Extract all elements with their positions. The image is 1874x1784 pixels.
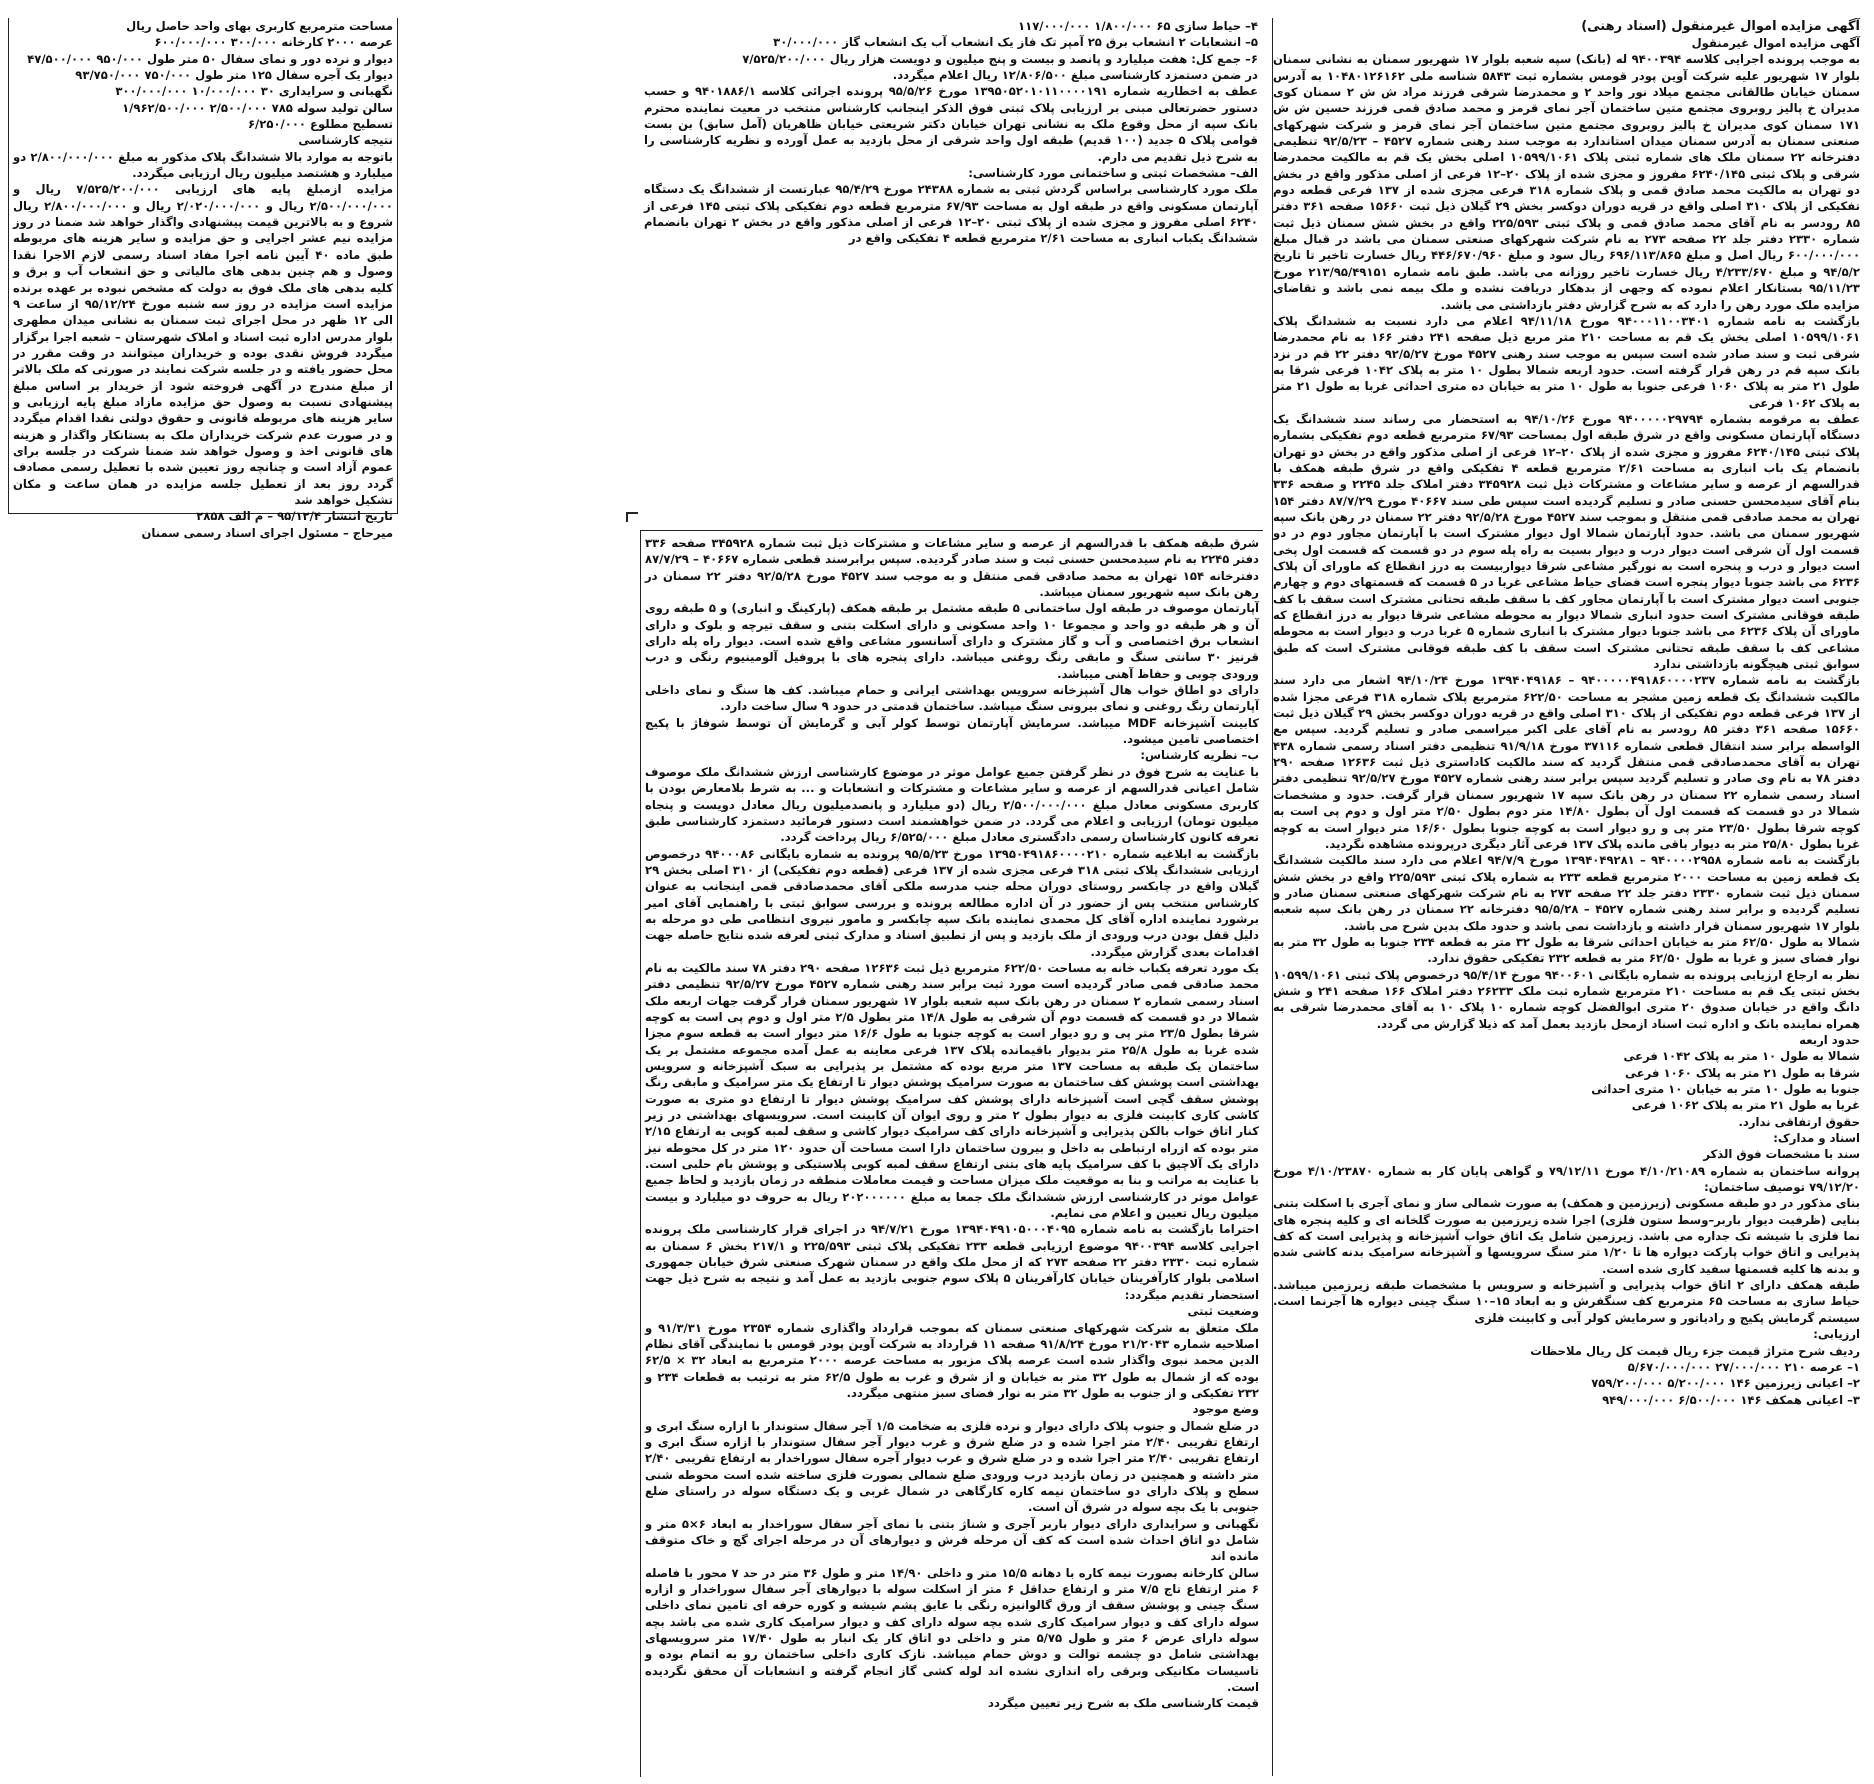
paragraph: آگهی مزایده اموال غیرمنقول <box>1691 36 1860 50</box>
paragraph: دیوار یک آجره سفال ۱۲۵ متر طول ۷۵۰/۰۰۰ ۹۳/۷۵۰/۰۰۰ <box>75 68 393 83</box>
paragraph: طبقه همکف دارای ۲ اتاق خواب پذیرایی و آشپزخانه و سرویس با مشخصات طبقه زیرزمین میباشد. حیاط سازی به مساحت ۶۵ مترمربع کف سنگفرش و به ابعاد ۱۵–۱۰ سنگ چینی دیواره ها آجرنما است. سیستم گرمایش پکیج و رادیاتور و سرمایش کولر آبی و کابینت فلزی <box>1273 1278 1860 1325</box>
paragraph: حقوق ارتفاقی ندارد. <box>1738 1114 1860 1129</box>
paragraph: ۲– اعیانی زیرزمین ۱۴۶ ۵/۲۰۰/۰۰۰ ۷۵۹/۲۰۰/۰۰۰ <box>1591 1376 1860 1391</box>
paragraph: دیوار و نرده دور و نمای سفال ۵۰ متر طول ۹۵۰/۰۰۰ ۴۷/۵۰۰/۰۰۰ <box>27 51 393 66</box>
paragraph: شرق طبقه همکف با قدرالسهم از عرصه و سایر مشاعات و مشترکات ذیل ثبت شماره ۳۴۵۹۲۸ صفحه ۳۳۶ دفتر ۲۲۴۵ به نام سیدمحسن حسنی ثبت و سند صادر گردیده. سپس برابرسند قطعی شماره ۴۰۶۶۷ – ۸۷/۷/۲۹ دفترخانه ۱۵۴ تهران به محمد صادقی قمی منتقل و به موجب سند ۴۵۲۷ مورخ ۹۲/۵/۲۸ دفتر ۲۲ سمنان در رهن بانک سپه شهریور سمنان میباشد. <box>645 536 1260 600</box>
paragraph: مزایده ازمبلغ پایه های ارزیابی ۷/۵۲۵/۲۰۰/۰۰۰ ریال و ۲/۵۰۰/۰۰۰/۰۰۰ ریال و ۲/۰۲۰/۰۰۰/۰۰۰ ریال و ۲/۸۰۰/۰۰۰/۰۰۰ ریال شروع و به بالاترین قیمت پیشنهادی واگذار خواهد شد ضمنا در روز مزایده نیم عشر اجرایی و حق مزایده و سایر هزینه های مربوطه طبق ماده ۴۰ آیین نامه اجرا مفاد اسناد رسمی لازم الاجرا نقدا وصول و هم چنین بدهی های مالیاتی و حق انشعاب آب و برق و کلیه بدهی های ملک فوق به دولت که مشخص نبوده بر عهده برنده مزایده است مزایده در روز سه شنبه مورخ ۹۵/۱۲/۲۴ از ساعت ۹ الی ۱۲ ظهر در محل اجرای ثبت سمنان به نشانی میدان مطهری بلوار مدرس اداره ثبت اسناد و املاک شهرستان – شعبه اجرا برگزار میگردد فروش نقدی بوده و خریداران میتوانند در وقت مقرر در محل حضور یافته و در جلسه شرکت نمایند در صورتی که ملک بالاتر از مبلغ مندرج در آگهی فروخته شود از خریدار بر اساس مبلغ پیشنهادی نسبت به وصول حق مزایده مازاد مبلغ پایه ارزیابی و سایر هزینه های مربوطه قانونی و حقوق دولتی نقدا اقدام میگردد و در صورت عدم شرکت خریداران ملک به بستانکار واگذار و هزینه های قانونی اخذ و وصول خواهد شد ضمنا شرکت در جلسه برای عموم آزاد است و چنانچه روز تعیین شده با تعطیل رسمی مصادف گردد روز بعد از تعطیل جلسه مزایده در همان ساعت و مکان تشکیل خواهد شد <box>13 182 393 507</box>
paragraph: تاریخ انتشار ۹۵/۱۲/۴ – م الف ۲۸۵۸ <box>196 509 393 524</box>
paragraph: شمالا به طول ۶۲/۵۰ متر به خیابان احداثی شرقا به طول ۳۲ متر به قطعه ۲۳۴ جنوبا به طول ۳۲ متر به نوار فضای سبز و غربا به طول ۶۲/۵۰ متر به قطعه ۲۳۲ تفکیکی حقوق ندارد. <box>1273 934 1860 966</box>
paragraph: الف– مشخصات ثبتی و ساختمانی مورد کارشناسی: <box>968 166 1258 181</box>
paragraph: پروانه ساختمان به شماره ۴/۱۰/۲۱۰۸۹ مورخ ۷۹/۱۲/۱۱ و گواهی پایان کار به شماره ۴/۱۰/۲۳۸۷۰ مورخ ۷۹/۱۲/۲۰ توصیف ساختمان: <box>1273 1163 1860 1195</box>
paragraph: احتراما بازگشت به نامه شماره ۱۳۹۴۰۴۹۱۰۵۰۰۰۴۰۹۵ مورخ ۹۴/۷/۲۱ در اجرای قرار کارشناسی ملک پرونده اجرایی کلاسه ۹۴۰۰۳۹۴ موضوع ارزیابی قطعه ۲۳۳ تفکیکی پلاک ثبتی ۲۲۵/۵۹۳ و ۲۱۷/۱ بخش ۶ سمنان به شماره ثبت ۲۳۳۰ دفتر ۲۲ صفحه ۲۷۳ که از محل ملک واقع در سمنان شهرک صنعتی شرق خیابان جمهوری اسلامی بلوار کارآفرینان خیابان کارآفرینان ۵ پلاک سوم جنوبی بازدید به عمل آمد و نتیجه به شرح ذیل جهت استحضار تقدیم میگردد: <box>645 1222 1259 1302</box>
paragraph: سالن کارخانه بصورت نیمه کاره با دهانه ۱۵/۵ متر و داخلی ۱۴/۹۰ متر و طول ۳۶ متر در حد ۷ محور با فاصله ۶ متر ارتفاع تاج ۷/۵ متر و ارتفاع حداقل ۶ متر از اسکلت سوله با دیوارهای آجر سفال سوراخدار و ازاره سنگ چینی و پوشش سقف از ورق گالوانیزه رنگی با عایق پشم شیشه و کوره حرفه ای تامین نمای داخلی سوله دارای کف و دیوار سرامیک کاری شده بچه سوله دارای کف و دیوار سرامیک کاری شده می باشد بچه سوله دارای عرض ۶ متر و طول ۵/۷۵ متر و داخلی دو اتاق کار یک انبار به طول ۱۷/۴۰ متر سرویسهای بهداشتی شامل دو چشمه توالت و دوش حمام میباشد. نازک کاری داخلی ساختمان رو به اتمام بوده و تاسیسات مکانیکی وبرقی راه اندازی نشده اند لوله کشی گاز انجام گرفته و انشعابات آن محقق نگردیده است. <box>645 1565 1259 1695</box>
paragraph: بازگشت به نامه شماره ۹۴۰۰۰۰۰۴۹۱۸۶۰۰۰۰۲۳۷ – ۱۳۹۴۰۴۹۱۸۶ مورخ ۹۴/۱۰/۲۴ اشعار می دارد سند مالکیت ششدانگ یک قطعه زمین مشجر به مساحت ۶۲۲/۵۰ مترمربع پلاک شماره ۳۱۸ فرعی مجزا شده از ۱۳۷ فرعی قطعه دوم تفکیکی از پلاک ۳۱۰ اصلی واقع در قریه دوران دوکسر بخش ۲۹ گیلان ذیل ثبت ۱۵۶۶۰ صفحه ۳۶۱ دفتر ۸۵ رودسر به نام آقای علی اکبر میراسمی صادر و تسلیم گردید. سپس مع الواسطه برابر سند انتقال قطعی شماره ۳۷۱۱۶ مورخ ۹۱/۹/۱۸ تنظیمی دفتر اسناد رسمی شماره ۴۳۸ تهران به آقای محمدصادقی قمی منتقل گردید که سند مالکیت کاداستری ذیل ثبت ۱۲۶۳۶ صفحه ۲۹۰ دفتر ۷۸ به نام وی صادر و تسلیم گردید سپس برابر سند رهنی شماره ۴۵۲۷ مورخ ۹۲/۵/۲۷ تنظیمی دفتر اسناد رسمی شماره ۲۲ سمنان در رهن بانک سپه ۱۷ شهریور سمنان قرار گرفت. حدود و مشخصات شمالا در دو قسمت که قسمت اول آن بطول ۱۴/۸۰ متر دوم بطول ۲/۵۰ متر اول و دوم پی است به کوچه شرقا بطول ۲۳/۵۰ متر پی و رو دیوار است به کوچه جنوبا بطول ۱۶/۶۰ متر دیوار است به کوچه غربا بطول ۲۵/۸۰ متر به دیوار باقی مانده پلاک ۱۳۷ فرعی آثار دیگری درپرونده مشاهده نگردید. <box>1273 673 1861 851</box>
paragraph: ۶– جمع کل: هفت میلیارد و پانصد و بیست و پنج میلیون و دویست هزار ریال ۷/۵۲۵/۲۰۰/۰۰۰ <box>742 51 1258 66</box>
paragraph: آپارتمان موصوف در طبقه اول ساختمانی ۵ طبقه مشتمل بر طبقه همکف (پارکینگ و انباری) و ۵ طبقه روی آن و هر طبقه دو واحد و مجموعا ۱۰ واحد مسکونی و دارای اسکلت بتنی و سقف تیرچه و بلوک و دارای انشعاب برق اختصاصی و آب و گاز مشترک و دارای آسانسور مشاعی واقع شده است. دیوار راه پله دارای قرنیز ۳۰ سانتی سنگ و مابقی رنگ روغنی میباشد. دارای پنجره های با پروفیل آلومینیوم رنگی و درب ورودی چوبی و حفاظ آهنی میباشد. <box>645 601 1260 681</box>
paragraph: عطف به اخطاریه شماره ۱۳۹۵۰۵۲۰۱۰۱۱۰۰۰۰۱۹۱ مورخ ۹۵/۵/۲۶ پرونده اجرائی کلاسه ۹۴۰۱۸۸۶/۱ و حسب دستور حضرتعالی مبنی بر ارزیابی پلاک ثبتی فوق الذکر اینجانب کارشناس منتخب در معیت نماینده محترم بانک سپه از محل وقوع ملک به نشانی تهران خیابان دکتر شریعتی خیابان ظاهریان (آمل سابق) بن بست قوامی پلاک ۵ جدید (۱۰۰ قدیم) طبقه اول واحد شرقی از محل بازدید به عمل آورده و نظریه کارشناسی را به شرح ذیل تقدیم می دارم. <box>644 84 1259 164</box>
paragraph: ملک متعلق به شرکت شهرکهای صنعتی سمنان که بموجب قرارداد واگذاری شماره ۲۳۵۴ مورخ ۹۱/۳/۳۱ و اصلاحیه شماره ۲۱/۲۰۴۳ مورخ ۹۱/۸/۲۴ صفحه ۱۱ قرارداد به شرکت آوین پودر قومس با نمایندگی آقای نظام الدین محمد نبوی واگذار شده است عرصه پلاک مزبور به مساحت عرصه ۲۰۰۰ مترمربع به ابعاد ۳۲ × ۶۲/۵ بوده که از شمال به طول ۳۲ متر به خیابان و از شرق و غرب به طول ۶۲/۵ متر به ترتیب به قطعات ۲۳۴ و ۲۳۲ تفکیکی و از جنوب به طول ۳۲ متر به نوار فضای سبز منتهی میگردد. <box>645 1320 1260 1400</box>
paragraph: در ضلع شمال و جنوب پلاک دارای دیوار و نرده فلزی به ضخامت ۱/۵ آجر سفال ستوندار با ازاره سنگ ابری و ارتفاع تقریبی ۲/۴۰ متر اجرا شده و در ضلع شرق و غرب دیوار آجر سفال ستوندار با ازاره سنگ ابری و ارتفاع تقریبی ۲/۴۰ متر اجرا شده و در ضلع شرق و غرب دیوار آجره سفال سوراخدار به ارتفاع تقریبی ۲/۴۰ متر داشته و همچنین در زمان بازدید درب ورودی ضلع شمالی بصورت فلزی ساخته شده است محوطه شنی سطح و پلاک دارای دو ساختمان نیمه کاره کارگاهی در شمال غربی و یک دستگاه سوله در راستای ضلع جنوبی با یک بچه سوله در شرق آن است. <box>645 1418 1259 1515</box>
paragraph: سند با مشخصات فوق الذکر <box>1703 1147 1860 1162</box>
paragraph: ۱– عرصه ۲۱۰ ۲۷/۰۰۰/۰۰۰ ۵/۶۷۰/۰۰۰/۰۰۰ <box>1627 1359 1860 1374</box>
paragraph: بازگشت به ابلاغیه شماره ۱۳۹۵۰۴۹۱۸۶۰۰۰۰۲۱۰ مورخ ۹۵/۵/۲۳ پرونده به شماره بایگانی ۹۴۰۰۰۸۶ درخصوص ارزیابی ششدانگ پلاک ثبتی ۳۱۸ فرعی مجزی شده از ۱۳۷ فرعی (قطعه دوم تفکیکی) از ۳۱۰ اصلی بخش ۲۹ گیلان واقع در چابکسر روستای دوران محله جنب مدرسه ملکی آقای محمدصادقی قمی اینجانب به عنوان کارشناس منتخب پس از حضور در آن اداره مطالعه پرونده و بررسی سوابق ثبتی با راهنمایی آقای امیر برشورد نماینده اداره آقای کل محمدی نماینده بانک سپه چابکسر و مامور نیروی انتظامی طی دو مرحله به دلیل قفل بودن درب ورودی از ملک بازدید و پس از تطبیق اسناد و مدارک ثبتی لعرفه شده نتایج حاصله جهت اقدامات بعدی گزارش میگردد. <box>645 846 1259 959</box>
paragraph: وضع موجود <box>1192 1402 1259 1417</box>
paragraph: ردیف شرح متراژ قیمت جزء ریال قیمت کل ریال ملاحظات <box>1530 1343 1860 1358</box>
paragraph: قیمت کارشناسی ملک به شرح زیر تعیین میگردد <box>988 1696 1259 1711</box>
paragraph: بنای مذکور در دو طبقه مسکونی (زیرزمین و همکف) به صورت شمالی ساز و نمای آجری با اسکلت بتنی بنایی (ظرفیت دیوار باربر–وسط ستون فلزی) اجرا شده زیرزمین به صورت گلخانه ای و کلیه پنجره های نما فلزی با شیشه تک جداره می باشد. زیرزمین شامل یک اتاق خواب آشپزخانه و پذیرایی است که کف پذیرایی و اتاق خواب پارکت دیواره ها تا ۱/۲۰ متر سنگ سرویسها و آشپزخانه سرامیک بدنه کاشی شده و بدنه ها کلیه قسمتها سفید کاری شده است. <box>1273 1196 1860 1276</box>
paragraph: بازگشت به نامه شماره ۹۴۰۰۰۱۱۰۰۳۴۰۱ مورخ ۹۴/۱۱/۱۸ اعلام می دارد نسبت به ششدانگ پلاک ۱۰۵۹۹/۱۰۶۱ اصلی بخش یک قم به مساحت ۲۱۰ متر مربع ذیل صفحه ۲۴۱ دفتر ۱۶۶ به نام محمدرضا شرقی ثبت و سند صادر شده است سپس به موجب سند رهنی ۴۵۲۷ مورخ ۹۲/۵/۲۷ دفتر ۲۲ قم در نزد بانک سپه قم در رهن قرار گرفته است. حدود اربعه شمالا بطول ۱۰ متر به پلاک ۱۰۴۲ فرعی شرقا به طول ۲۱ متر به پلاک ۱۰۶۰ فرعی جنوبا به طول ۱۰ متر به خیابان ده متری احداثی غربا به طول ۲۱ متر به پلاک ۱۰۶۲ فرعی <box>1273 313 1861 410</box>
paragraph: بازگشت به نامه شماره ۹۴۰۰۰۰۲۹۵۸ – ۱۳۹۴۰۴۹۲۸۱ مورخ ۹۴/۷/۹ اعلام می دارد سند مالکیت ششدانگ یک قطعه زمین به مساحت ۲۰۰۰ مترمربع قطعه ۲۳۳ به شماره پلاک ثبتی ۲۲۵/۵۹۳ واقع در بخش شش سمنان ذیل ثبت شماره ۲۳۳۰ دفتر جلد ۲۲ صفحه ۲۷۳ به نام شرکت شهرکهای صنعتی سمنان صادر و تسلیم گردیده و برابر سند رهنی شماره ۴۵۲۷ – ۹۵/۵/۲۸ دفترخانه ۲۲ سمنان در رهن بانک سپه شعبه بلوار ۱۷ شهریور سمنان قرار داشته و بازداشت نمی باشد و حدود ملک بدین شرح می باشد. <box>1273 853 1861 933</box>
paragraph: عطف به مرقومه بشماره ۹۴۰۰۰۰۰۲۹۷۹۴ مورخ ۹۴/۱۰/۲۶ به استحضار می رساند سند ششدانگ یک دستگاه آپارتمان مسکونی واقع در شرق طبقه اول بمساحت ۶۷/۹۳ مترمربع قطعه دوم تفکیکی بشماره پلاک ثبتی ۶۲۴۰/۱۴۵ مفروز و مجزی شده از پلاک ۲۰–۱۲ فرعی از اصلی مذکور واقع در بخش دو تهران بانضمام یک باب انباری به مساحت ۲/۶۱ مترمربع قطعه ۴ تفکیکی واقع در شرق طبقه همکف با قدرالسهم از عرصه و سایر مشاعات و مشترکات ذیل ثبت ۳۴۵۹۲۸ دفتر املاک جلد ۲۲۴۵ و صفحه ۳۳۶ بنام آقای سیدمحسن حسنی صادر و تسلیم گردیده است سپس طی سند ۴۰۶۶۷ مورخ ۸۷/۷/۲۹ دفتر ۱۵۴ تهران به محمد صادقی قمی منتقل و بموجب سند ۴۵۲۷ مورخ ۹۲/۵/۲۸ دفتر ۲۲ سمنان در رهن بانک سپه شهریور سمنان می باشد. حدود آپارتمان شمالا اول دیوار مشترک است با آپارتمان مجاور دوم در دو قسمت اول آن شرقی است دیوار درب و دیوار بسیت به راه پله سوم در دو قسمت که قسمت اول پخی است دیوار و درب و پنجره است به نورگیر مشاعی شرقا دیواربیست به درز انقطاع که ماورای آن پلاک ۶۲۳۶ می باشد جنوبا دیوار پنجره است فضای حیاط مشاعی غربا در ۵ قسمت که قسمتهای دوم و چهارم جنوبی است دیوار مشترک است با آپارتمان مجاور کف با سقف طبقه تحتانی مشترک است سقف با کف طبقه فوقانی مشترک است حدود انباری شمالا دیوار به محوطه مشاعی شرقا دیوار به درز انقطاع که ماورای آن پلاک ۶۲۳۶ می باشد جنوبا دیوار مشترک با انباری شماره ۵ غربا درب و دیوار است به محوطه مشاعی کف با سقف طبقه تحتانی مشترک است سقف با کف طبقه فوقانی مشترک است که طبق سوابق ثبتی هیچگونه بازداشتی ندارد <box>1273 411 1860 672</box>
paragraph: ۵– انشعابات ۲ انشعاب برق ۲۵ آمپر تک فاز یک انشعاب آب یک انشعاب گاز ۳۰/۰۰۰/۰۰۰ <box>773 35 1258 50</box>
middle-column-bordered-box <box>640 530 1263 1777</box>
paragraph: جنوبا به طول ۱۰ متر به خیابان ۱۰ متری احداثی <box>1591 1082 1860 1096</box>
paragraph: دارای دو اطاق خواب هال آشپزخانه سرویس بهداشتی ایرانی و حمام میباشد. کف ها سنگ و نمای داخلی آپارتمان رنگ روغنی و نمای بیرونی سنگ میباشد. ساختمان قدمتی در حدود ۹ سال ساخت دارد. <box>645 683 1259 714</box>
paragraph: شمالا به طول ۱۰ متر به پلاک ۱۰۴۲ فرعی <box>1623 1049 1860 1064</box>
paragraph: ب– نظریه کارشناس: <box>1140 748 1259 763</box>
left-column-body <box>13 18 393 541</box>
notice-right-column <box>1272 18 1864 1776</box>
paragraph: نتیجه کارشناسی <box>298 133 393 148</box>
paragraph: وضعیت ثبتی <box>1187 1304 1259 1319</box>
paragraph: مساحت مترمربع کاربری بهای واحد حاصل ریال <box>126 19 393 33</box>
paragraph: اسناد و مدارک: <box>1773 1131 1860 1146</box>
paragraph: ۴– حیاط سازی ۶۵ ۱/۸۰۰/۰۰۰ ۱۱۷/۰۰۰/۰۰۰ <box>1018 19 1258 33</box>
paragraph: حدود اربعه <box>1799 1032 1860 1047</box>
corner-mark <box>626 512 638 522</box>
paragraph: عرصه ۲۰۰۰ کارخانه ۳۰۰/۰۰۰ ۶۰۰/۰۰۰/۰۰۰ <box>154 35 393 50</box>
paragraph: نگهبانی و سرایداری دارای دیوار باربر آجری و شناژ بتنی با نمای آجر سفال سوراخدار به ابعاد ۶×۵ متر و شامل دو اتاق احداث شده است که کف آن مرحله فرش و دیوارهای آن در مرحله اجرای گچ و خاک متوقف مانده اند <box>645 1516 1259 1564</box>
paragraph: ارزیابی: <box>1813 1327 1860 1342</box>
paragraph: باتوجه به موارد بالا ششدانگ پلاک مذکور به مبلغ ۲/۸۰۰/۰۰۰/۰۰۰ دو میلیارد و هشتصد میلیون ریال ارزیابی میگردد. <box>13 149 393 181</box>
paragraph: میرحاج – مسئول اجرای اسناد رسمی سمنان <box>141 525 393 540</box>
right-column-body <box>1273 35 1860 1408</box>
paragraph: با عنایت به شرح فوق در نظر گرفتن جمیع عوامل موثر در موضوع کارشناسی ارزش ششدانگ ملک موصوف شامل اعیانی قدرالسهم از عرصه و سایر مشاعات و مشترکات و انشعابات و ... به شرط بلامعارض بودن با کاربری مسکونی معادل مبلغ ۲/۵۰۰/۰۰۰/۰۰۰ ریال (دو میلیارد و پانصدمیلیون ریال معادل دویست و پنجاه میلیون تومان) ارزیابی و اعلام می گردد. در ضمن خواهشمند است دستور فرمائید دستمزد کارشناسی طبق تعرفه کانون کارشناسان رسمی دادگستری معادل مبلغ ۶/۵۲۵/۰۰۰ ریال پرداخت گردد. <box>645 764 1260 845</box>
paragraph: نظر به ارجاع ارزیابی پرونده به شماره بایگانی ۹۴۰۰۶۰۱ مورخ ۹۵/۴/۱۴ درخصوص پلاک ثبتی ۱۰۵۹۹/۱۰۶۱ بخش ثبتی یک قم به مساحت ۲۱۰ مترمربع شماره ثبت ملک ۲۶۲۳۳ دفتر املاک ۱۶۶ صفحه ۲۴۱ و شش دانگ واقع در خیابان صدوق ۲۰ متری ابوالفضل کوچه شماره ۱۰ پلاک ۱۰ به آقای محمدرضا شرقی به همراه نماینده بانک و اداره ثبت اسناد ازمحل بازدید بعمل آمد که ذیلا گزارش می گردد. <box>1273 967 1861 1031</box>
paragraph: سالن تولید سوله ۷۸۵ ۲/۵۰۰/۰۰۰ ۱/۹۶۲/۵۰۰/۰۰۰ <box>122 100 393 115</box>
paragraph: نگهبانی و سرایداری ۳۰ ۱۰/۰۰۰/۰۰۰ ۳۰۰/۰۰۰/۰۰۰ <box>115 84 393 99</box>
paragraph: کابینت آشپزخانه MDF میباشد. سرمایش آپارتمان توسط کولر آبی و گرمایش آن توسط شوفاژ با پکیج اختصاصی تامین میشود. <box>645 715 1259 747</box>
notice-heading: آگهی مزایده اموال غیرمنقول (اسناد رهنی) <box>1581 19 1860 34</box>
middle-column-top <box>644 18 1258 247</box>
middle-column-box-body <box>641 531 1263 1712</box>
paragraph: در ضمن دستمزد کارشناسی مبلغ ۱۲/۸۰۶/۵۰۰ ریال اعلام میگردد. <box>892 68 1258 83</box>
paragraph: ۳– اعیانی همکف ۱۴۶ ۶/۵۰۰/۰۰۰ ۹۴۹/۰۰۰/۰۰۰ <box>1602 1392 1860 1407</box>
notice-middle-column <box>640 18 1262 1776</box>
notice-left-column <box>8 18 398 540</box>
paragraph: ملک مورد کارشناسی براساس گردش ثبتی به شماره ۲۴۳۸۸ مورخ ۹۵/۴/۲۹ عبارتست از ششدانگ یک دستگاه آپارتمان مسکونی واقع در طبقه اول به مساحت ۶۷/۹۳ مترمربع قطعه دوم تفکیکی پلاک ثبتی ۱۴۵ فرعی از ۶۲۴۰ اصلی مفروز و مجزی شده از پلاک ثبتی ۲۰–۱۲ فرعی از اصلی مذکور واقع در بخش ۲ تهران بانضمام ششدانگ یکباب انباری به مساحت ۲/۶۱ مترمربع قطعه ۴ تفکیکی واقع در <box>644 182 1258 246</box>
paragraph: یک مورد تعرفه یکباب خانه به مساحت ۶۲۲/۵۰ مترمربع ذیل ثبت ۱۲۶۳۶ صفحه ۲۹۰ دفتر ۷۸ سند مالکیت به نام محمد صادقی قمی صادر گردیده است مورد ثبت برابر سند رهنی شماره ۴۵۲۷ مورخ ۹۲/۵/۲۷ تنظیمی دفتر اسناد رسمی شماره ۲ سمنان در رهن بانک سپه شعبه بلوار ۱۷ شهریور سمنان قرار گرفت جهات اربعه ملک شمالا در دو قسمت که قسمت دوم آن شرقی به طول ۱۴/۸ متر بطول ۲/۵ متر اول و دوم پی است به کوچه شرقا بطول ۲۳/۵ متر پی و رو دیوار است به کوچه جنوبا به طول ۱۶/۶ متر دیوار است به قطعه سوم مجزا شده غربا به طول ۲۵/۸ متر بدیوار باقیمانده پلاک ۱۳۷ فرعی معاینه به عمل آمده مجموعه مشتمل بر یک ساختمان یک طبقه به مساحت ۱۳۷ متر مربع بوده که مشتمل بر پذیرایی به سبک آشپزخانه و سرویس بهداشتی است پوشش کف ساختمان به صورت سرامیک پوشش دیوار تا ارتفاع یک متر سرامیک و مابقی رنگ پوشش سقف گچی است آشپزخانه دارای پوشش کف سرامیک پوشش دیوار تا ارتفاع دو متری به صورت کاشی کاری کابینت فلزی به دیوار بطول ۲ متر و روی ایوان آن کابینت است. سرویسهای بهداشتی در زیر کنار اتاق خواب بالکن پذیرایی و آشپزخانه دارای کف سرامیک دیوار کاشی و سقف لمبه کوبی به ارتفاع ۲/۱۵ متر بوده که ازراه ارتباطی به داخل و بیرون ساختمان دارا است مساحت آن حدود ۱۲۰ متر در کل محوطه نیز دارای یک آلاچیق با کف سرامیک پایه های بتنی ارتفاع سقف لمبه کوبی پلاستیکی و پوشش بام حلبی است. با عنایت به مراتب و بنا به موقعیت ملک میزان مساحت و قیمت معاملات منطقه در زمان بازدید و لحاظ جمیع عوامل موثر در کارشناسی ارزش ششدانگ ملک جمعا به مبلغ ۲۰۲۰۰۰۰۰۰ ریال به حروف دو میلیارد و بیست میلیون ریال تعیین و اعلام می نمایم. <box>645 960 1260 1221</box>
paragraph: به موجب پرونده اجرایی کلاسه ۹۴۰۰۳۹۴ له (بانک) سپه شعبه بلوار ۱۷ شهریور سمنان به نشانی سمنان بلوار ۱۷ شهریور علیه شرکت آوین پودر قومس بشماره ثبت ۵۸۴۳ شناسه ملی ۱۰۴۸۰۱۲۶۱۶۲ به آدرس سمنان خیابان طالقانی مجتمع میلاد نور واحد ۲ و محمدرضا شرقی فرزند مراد ش ش ۲ سمنان کوی مدیران خ پالیز روبروی مجتمع متین ساختمان آجر نمای قرمز و محمد صادق قمی فرزند حسین ش ش ۱۷۱ سمنان کوی مدیران خ پالیز روبروی مجتمع متین ساختمان آجر نمای قرمز و شرکت شهرکهای صنعتی سمنان به آدرس سمنان میدان استاندارد به موجب سند رهنی شماره ۴۵۲۷ – ۹۲/۵/۲۳ تنظیمی دفترخانه ۲۲ سمنان ملک های شماره ثبتی پلاک ۱۰۵۹۹/۱۰۶۱ اصلی بخش یک قم به مالکیت محمدرضا شرقی و پلاک ثبتی ۶۲۴۰/۱۴۵ مفروز و مجزی شده از پلاک ۲۰–۱۲ فرعی از اصلی مذکور واقع در بخش دو تهران به مالکیت محمد صادق قمی و پلاک شماره ۳۱۸ فرعی مجزی شده از ۱۳۷ فرعی قطعه دوم تفکیکی از پلاک ۳۱۰ اصلی واقع در قریه دوران دوکسر بخش ۲۹ گیلان ذیل ثبت ۱۵۶۶۰ صفحه ۳۶۱ دفتر ۸۵ رودسر به نام آقای محمد صادق قمی و پلاک ثبتی ۲۲۵/۵۹۳ واقع در بخش شش سمنان ذیل ثبت شماره ۲۳۳۰ دفتر جلد ۲۲ صفحه ۲۷۳ به نام شرکت شهرکهای صنعتی سمنان می باشد در قبال مبلغ ۶۰۰/۰۰۰/۰۰۰ ریال اصل و مبلغ ۶۹۶/۱۱۳/۸۶۵ ریال سود و مبلغ ۴۴۶/۶۷۰/۹۶۰ ریال خسارت تاخیر تا تاریخ ۹۴/۵/۲ و مبلغ ۴/۲۳۳/۶۷۰ ریال خسارت تاخیر روزانه می باشد. طبق نامه شماره ۲۱۳/۹۵/۴۹۱۵۱ مورخ ۹۵/۱۱/۲۳ بستانکار اعلام نموده که وجهی از بدهکار دریافت نشده و ملک بیمه نمی باشد و تقاضای مزایده ملک مورد رهن را دارد که به شرح گزارش دفتر بازداشتی می باشد. <box>1273 52 1861 312</box>
paragraph: شرقا به طول ۲۱ متر به پلاک ۱۰۶۰ فرعی <box>1625 1065 1860 1080</box>
paragraph: تسطیح مطلوع ۶/۲۵۰/۰۰۰ <box>247 117 393 132</box>
paragraph: غربا به طول ۲۱ متر به پلاک ۱۰۶۲ فرعی <box>1631 1098 1860 1113</box>
